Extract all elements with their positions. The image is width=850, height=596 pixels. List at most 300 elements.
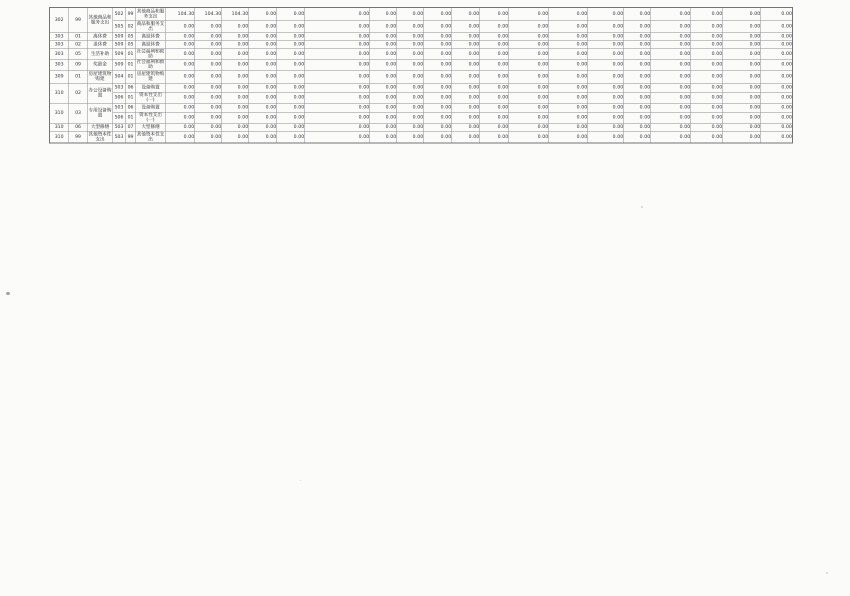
value-cell: 0.00	[277, 8, 305, 21]
value-cell: 0.00	[249, 112, 277, 123]
code-cell: 99	[126, 8, 136, 21]
value-cell: 0.00	[588, 131, 624, 143]
value-cell: 0.00	[195, 83, 222, 92]
value-cell: 0.00	[222, 59, 249, 70]
value-cell: 0.00	[549, 8, 588, 21]
value-cell: 0.00	[305, 103, 370, 112]
name-cell: 奖励金	[88, 59, 113, 70]
name-cell: 商品和服务支出	[136, 20, 165, 32]
value-cell: 0.00	[761, 92, 793, 103]
scan-speck	[300, 480, 301, 481]
value-cell: 0.00	[305, 112, 370, 123]
value-cell: 0.00	[370, 92, 397, 103]
value-cell: 0.00	[509, 41, 549, 49]
value-cell: 0.00	[723, 70, 761, 83]
value-cell: 0.00	[277, 41, 305, 49]
value-cell: 0.00	[222, 92, 249, 103]
value-cell: 0.00	[549, 131, 588, 143]
value-cell: 0.00	[723, 59, 761, 70]
name-cell: 房屋建筑物购建	[136, 70, 165, 82]
value-cell: 0.00	[624, 21, 651, 33]
code-cell: 509	[113, 33, 126, 41]
code-cell: 303	[50, 49, 69, 60]
name-cell: 生活补助	[88, 49, 113, 60]
value-cell: 0.00	[424, 41, 452, 49]
value-cell: 0.00	[424, 8, 452, 21]
value-cell: 0.00	[305, 59, 370, 70]
value-cell: 0.00	[166, 92, 195, 103]
value-cell: 0.00	[397, 131, 424, 143]
value-cell: 0.00	[249, 33, 277, 41]
value-cell: 0.00	[452, 70, 480, 83]
value-cell: 0.00	[761, 70, 793, 83]
value-cell: 0.00	[761, 103, 793, 112]
value-cell: 0.00	[549, 112, 588, 123]
code-cell: 503	[113, 83, 126, 92]
value-cell: 0.00	[424, 112, 452, 123]
code-cell: 01	[69, 33, 88, 41]
code-cell: 99	[69, 8, 88, 33]
value-cell: 0.00	[222, 49, 249, 60]
value-cell: 0.00	[651, 21, 691, 33]
table-row	[50, 123, 793, 131]
code-cell: 310	[50, 103, 69, 123]
name-cell: 办公设备购置	[88, 83, 113, 103]
expenditure-table	[49, 7, 793, 144]
value-cell: 0.00	[166, 103, 195, 112]
value-cell: 0.00	[166, 59, 195, 70]
value-cell: 0.00	[624, 70, 651, 83]
value-cell: 0.00	[723, 131, 761, 143]
value-cell: 0.00	[651, 92, 691, 103]
value-cell: 0.00	[761, 112, 793, 123]
value-cell: 0.00	[249, 59, 277, 70]
value-cell: 0.00	[305, 123, 370, 131]
value-cell: 0.00	[305, 33, 370, 41]
table-row	[50, 103, 793, 112]
value-cell: 0.00	[588, 70, 624, 83]
code-cell: 02	[69, 41, 88, 49]
value-cell: 0.00	[222, 83, 249, 92]
value-cell: 0.00	[397, 92, 424, 103]
value-cell: 0.00	[277, 123, 305, 131]
value-cell: 0.00	[509, 8, 549, 21]
value-cell: 0.00	[166, 70, 195, 83]
value-cell: 0.00	[509, 70, 549, 83]
code-cell: 09	[69, 59, 88, 70]
name-cell: 大型修缮	[88, 123, 113, 131]
value-cell: 0.00	[397, 59, 424, 70]
code-cell: 06	[69, 123, 88, 131]
value-cell: 0.00	[549, 83, 588, 92]
name-cell: 设备购置	[136, 103, 166, 112]
value-cell: 0.00	[424, 49, 452, 60]
value-cell: 0.00	[397, 112, 424, 123]
value-cell: 0.00	[424, 92, 452, 103]
value-cell: 0.00	[480, 70, 509, 83]
value-cell: 0.00	[222, 21, 249, 33]
value-cell: 0.00	[588, 112, 624, 123]
value-cell: 0.00	[249, 21, 277, 33]
code-cell: 505	[113, 21, 126, 33]
code-cell: 01	[126, 49, 136, 60]
code-cell: 06	[126, 83, 136, 92]
value-cell: 0.00	[249, 123, 277, 131]
value-cell: 0.00	[480, 59, 509, 70]
code-cell: 502	[113, 8, 126, 21]
code-cell: 06	[126, 103, 136, 112]
code-cell: 03	[69, 103, 88, 123]
value-cell: 0.00	[370, 131, 397, 143]
value-cell: 0.00	[588, 33, 624, 41]
value-cell: 0.00	[452, 41, 480, 49]
code-cell: 506	[113, 92, 126, 103]
value-cell: 0.00	[761, 123, 793, 131]
table-row	[50, 59, 793, 70]
value-cell: 0.00	[723, 41, 761, 49]
code-cell: 05	[126, 41, 136, 49]
code-cell: 503	[113, 123, 126, 131]
value-cell: 0.00	[651, 123, 691, 131]
value-cell: 0.00	[624, 8, 651, 21]
value-cell: 0.00	[691, 112, 723, 123]
code-cell: 302	[50, 8, 69, 33]
code-cell: 07	[126, 123, 136, 131]
value-cell: 0.00	[305, 21, 370, 33]
value-cell: 0.00	[588, 49, 624, 60]
scan-speck	[826, 572, 828, 574]
value-cell: 0.00	[624, 103, 651, 112]
value-cell: 0.00	[509, 131, 549, 143]
name-cell: 专用设备购置	[88, 103, 113, 123]
value-cell: 0.00	[166, 123, 195, 131]
value-cell: 0.00	[651, 49, 691, 60]
value-cell: 0.00	[549, 123, 588, 131]
name-cell: 设备购置	[136, 83, 166, 92]
value-cell: 0.00	[761, 59, 793, 70]
value-cell: 0.00	[452, 112, 480, 123]
value-cell: 0.00	[397, 49, 424, 60]
table-row	[50, 33, 793, 41]
value-cell: 0.00	[370, 83, 397, 92]
name-cell: 退休费	[88, 41, 113, 49]
value-cell: 0.00	[588, 41, 624, 49]
value-cell: 0.00	[370, 21, 397, 33]
value-cell: 0.00	[195, 21, 222, 33]
value-cell: 0.00	[480, 33, 509, 41]
value-cell: 0.00	[195, 59, 222, 70]
value-cell: 0.00	[624, 83, 651, 92]
value-cell: 0.00	[424, 33, 452, 41]
value-cell: 0.00	[195, 33, 222, 41]
value-cell: 0.00	[761, 49, 793, 60]
table-row	[50, 41, 793, 49]
value-cell: 0.00	[549, 49, 588, 60]
code-cell: 99	[69, 131, 88, 143]
value-cell: 0.00	[222, 112, 249, 123]
value-cell: 0.00	[651, 41, 691, 49]
value-cell: 0.00	[424, 59, 452, 70]
value-cell: 0.00	[277, 131, 305, 143]
value-cell: 0.00	[397, 70, 424, 83]
value-cell: 0.00	[222, 103, 249, 112]
code-cell: 303	[50, 59, 69, 70]
table-row	[50, 83, 793, 92]
value-cell: 0.00	[549, 103, 588, 112]
code-cell: 99	[126, 131, 136, 143]
value-cell: 0.00	[509, 92, 549, 103]
value-cell: 0.00	[452, 49, 480, 60]
value-cell: 0.00	[249, 41, 277, 49]
code-cell: 05	[126, 33, 136, 41]
value-cell: 0.00	[761, 131, 793, 143]
value-cell: 0.00	[651, 59, 691, 70]
value-cell: 0.00	[277, 83, 305, 92]
value-cell: 0.00	[509, 49, 549, 60]
value-cell: 0.00	[723, 33, 761, 41]
value-cell: 0.00	[624, 112, 651, 123]
value-cell: 0.00	[166, 41, 195, 49]
value-cell: 0.00	[397, 41, 424, 49]
value-cell: 0.00	[651, 103, 691, 112]
value-cell: 0.00	[691, 59, 723, 70]
value-cell: 0.00	[277, 92, 305, 103]
value-cell: 0.00	[624, 123, 651, 131]
value-cell: 0.00	[370, 41, 397, 49]
value-cell: 0.00	[370, 70, 397, 83]
value-cell: 0.00	[305, 49, 370, 60]
scan-speck	[641, 206, 643, 208]
value-cell: 0.00	[222, 33, 249, 41]
value-cell: 0.00	[651, 83, 691, 92]
value-cell: 0.00	[249, 103, 277, 112]
value-cell: 0.00	[691, 131, 723, 143]
value-cell: 0.00	[691, 49, 723, 60]
value-cell: 0.00	[691, 123, 723, 131]
value-cell: 0.00	[723, 123, 761, 131]
value-cell: 0.00	[588, 103, 624, 112]
value-cell: 0.00	[195, 112, 222, 123]
value-cell: 0.00	[424, 123, 452, 131]
value-cell: 0.00	[195, 70, 222, 83]
value-cell: 0.00	[452, 21, 480, 33]
value-cell: 0.00	[509, 103, 549, 112]
name-cell: 大型修缮	[136, 123, 166, 131]
value-cell: 0.00	[509, 83, 549, 92]
value-cell: 0.00	[588, 59, 624, 70]
value-cell: 0.00	[305, 83, 370, 92]
value-cell: 0.00	[452, 8, 480, 21]
value-cell: 0.00	[452, 123, 480, 131]
value-cell: 0.00	[691, 70, 723, 83]
name-cell: 社会福利和救助	[136, 59, 165, 70]
value-cell: 0.00	[691, 21, 723, 33]
value-cell: 0.00	[624, 92, 651, 103]
value-cell: 0.00	[723, 103, 761, 112]
value-cell: 0.00	[277, 70, 305, 83]
value-cell: 0.00	[588, 21, 624, 33]
value-cell: 0.00	[549, 70, 588, 83]
code-cell: 509	[113, 41, 126, 49]
value-cell: 0.00	[305, 8, 370, 21]
table-row	[50, 70, 793, 83]
value-cell: 0.00	[723, 92, 761, 103]
value-cell: 0.00	[222, 123, 249, 131]
value-cell: 0.00	[480, 49, 509, 60]
name-cell: 其他资本性支出	[136, 131, 165, 142]
value-cell: 0.00	[249, 92, 277, 103]
value-cell: 0.00	[691, 8, 723, 21]
value-cell: 0.00	[509, 21, 549, 33]
name-cell: 离退休费	[136, 33, 166, 41]
value-cell: 0.00	[651, 33, 691, 41]
value-cell: 0.00	[761, 8, 793, 21]
code-cell: 504	[113, 70, 126, 83]
value-cell: 0.00	[249, 131, 277, 143]
value-cell: 0.00	[588, 123, 624, 131]
value-cell: 0.00	[480, 21, 509, 33]
value-cell: 0.00	[166, 83, 195, 92]
value-cell: 0.00	[452, 83, 480, 92]
value-cell: 0.00	[249, 83, 277, 92]
value-cell: 0.00	[277, 49, 305, 60]
value-cell: 0.00	[249, 8, 277, 21]
value-cell: 104.30	[222, 8, 249, 21]
name-cell: 房屋建筑物购建	[88, 70, 112, 82]
value-cell: 0.00	[397, 21, 424, 33]
table-row	[50, 131, 793, 143]
code-cell: 05	[69, 49, 88, 60]
value-cell: 0.00	[305, 131, 370, 143]
table-row	[50, 8, 793, 21]
value-cell: 0.00	[195, 103, 222, 112]
value-cell: 0.00	[549, 59, 588, 70]
value-cell: 0.00	[452, 59, 480, 70]
value-cell: 0.00	[370, 8, 397, 21]
value-cell: 0.00	[277, 33, 305, 41]
code-cell: 310	[50, 83, 69, 103]
value-cell: 0.00	[452, 103, 480, 112]
table-body	[50, 8, 793, 144]
value-cell: 0.00	[651, 131, 691, 143]
value-cell: 0.00	[624, 49, 651, 60]
value-cell: 0.00	[452, 92, 480, 103]
value-cell: 0.00	[277, 59, 305, 70]
value-cell: 0.00	[723, 21, 761, 33]
table-row	[50, 21, 793, 33]
value-cell: 0.00	[509, 123, 549, 131]
value-cell: 0.00	[222, 41, 249, 49]
scan-speck	[6, 292, 10, 295]
code-cell: 01	[126, 70, 136, 83]
value-cell: 0.00	[452, 33, 480, 41]
value-cell: 0.00	[549, 41, 588, 49]
code-cell: 01	[69, 70, 88, 83]
value-cell: 0.00	[166, 33, 195, 41]
value-cell: 0.00	[222, 131, 249, 143]
name-cell: 其他商品和服务支出	[88, 8, 113, 33]
value-cell: 0.00	[509, 112, 549, 123]
value-cell: 0.00	[624, 41, 651, 49]
value-cell: 0.00	[370, 123, 397, 131]
code-cell: 02	[126, 21, 136, 33]
code-cell: 310	[50, 131, 69, 143]
value-cell: 0.00	[370, 33, 397, 41]
value-cell: 0.00	[305, 92, 370, 103]
value-cell: 0.00	[723, 112, 761, 123]
value-cell: 0.00	[624, 131, 651, 143]
value-cell: 0.00	[370, 103, 397, 112]
code-cell: 506	[113, 112, 126, 123]
value-cell: 0.00	[761, 21, 793, 33]
table-row	[50, 92, 793, 103]
value-cell: 0.00	[480, 83, 509, 92]
name-cell: 离休费	[88, 33, 113, 41]
value-cell: 0.00	[691, 83, 723, 92]
code-cell: 310	[50, 123, 69, 131]
value-cell: 0.00	[195, 123, 222, 131]
code-cell: 509	[113, 59, 126, 70]
value-cell: 0.00	[480, 103, 509, 112]
value-cell: 0.00	[624, 33, 651, 41]
code-cell: 303	[50, 41, 69, 49]
table-row	[50, 112, 793, 123]
value-cell: 0.00	[277, 112, 305, 123]
value-cell: 0.00	[424, 21, 452, 33]
value-cell: 0.00	[424, 103, 452, 112]
value-cell: 0.00	[195, 41, 222, 49]
value-cell: 0.00	[549, 33, 588, 41]
table-region	[49, 7, 792, 144]
value-cell: 0.00	[370, 59, 397, 70]
value-cell: 0.00	[723, 83, 761, 92]
value-cell: 0.00	[651, 112, 691, 123]
value-cell: 0.00	[222, 70, 249, 83]
code-cell: 01	[126, 92, 136, 103]
value-cell: 0.00	[452, 131, 480, 143]
value-cell: 0.00	[370, 49, 397, 60]
value-cell: 0.00	[480, 8, 509, 21]
name-cell: 资本性支出(一)	[136, 92, 166, 103]
value-cell: 0.00	[305, 41, 370, 49]
name-cell: 资本性支出(一)	[136, 112, 166, 123]
name-cell: 社会福利和救助	[136, 48, 165, 59]
value-cell: 0.00	[166, 21, 195, 33]
value-cell: 0.00	[166, 112, 195, 123]
value-cell: 0.00	[761, 33, 793, 41]
value-cell: 0.00	[397, 8, 424, 21]
value-cell: 0.00	[195, 92, 222, 103]
name-cell: 其他商品和服务支出	[136, 8, 165, 20]
value-cell: 0.00	[195, 131, 222, 143]
value-cell: 0.00	[651, 8, 691, 21]
value-cell: 0.00	[370, 112, 397, 123]
value-cell: 0.00	[249, 49, 277, 60]
value-cell: 0.00	[424, 131, 452, 143]
value-cell: 0.00	[166, 49, 195, 60]
name-cell: 其他资本性支出	[88, 131, 112, 142]
value-cell: 0.00	[424, 83, 452, 92]
value-cell: 0.00	[480, 41, 509, 49]
value-cell: 0.00	[166, 131, 195, 143]
value-cell: 104.30	[195, 8, 222, 21]
value-cell: 0.00	[305, 70, 370, 83]
table-row	[50, 49, 793, 60]
name-cell: 离退休费	[136, 41, 166, 49]
code-cell: 503	[113, 131, 126, 143]
value-cell: 0.00	[509, 59, 549, 70]
code-cell: 309	[50, 70, 69, 83]
